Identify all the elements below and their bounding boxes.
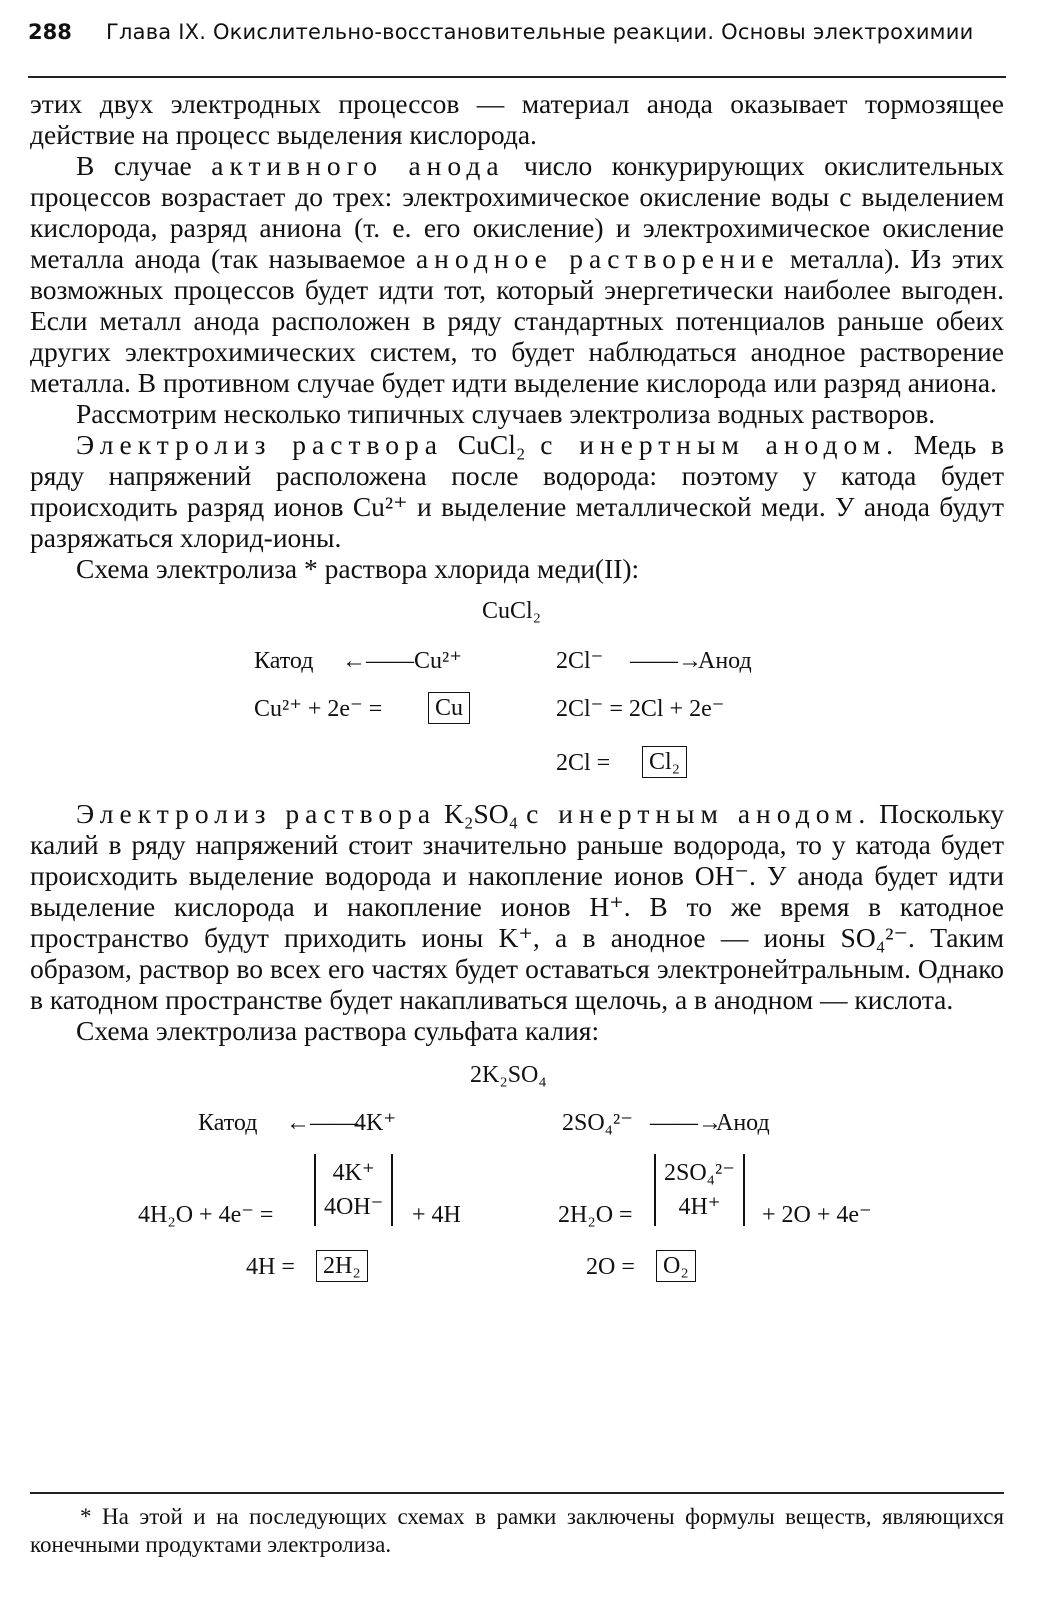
scheme2-cathode-equation: 4H₂O + 4e⁻ = [138, 1202, 274, 1228]
electrolysis-scheme-k2so4 [30, 1052, 1004, 1302]
scheme1-cathode-label: Катод [254, 648, 314, 674]
page-body [30, 88, 1004, 1302]
scheme2-left-arrow: ←—— [286, 1110, 358, 1136]
scheme2-cathode-box-bottom: 4OH⁻ [324, 1194, 384, 1220]
p4-emphasis-b: с инертным анодом. [540, 429, 899, 460]
scheme1-anode-product-box: Cl₂ [642, 746, 687, 778]
scheme2-cathode-label: Катод [198, 1110, 258, 1136]
scheme1-anion: 2Cl⁻ [556, 648, 604, 674]
scheme1-anode-label: Анод [698, 648, 752, 674]
scheme1-compound: CuCl₂ [482, 598, 542, 624]
scheme2-right-arrow: ——→ [650, 1110, 722, 1136]
scheme2-anion: 2SO₄²⁻ [562, 1110, 633, 1136]
running-header [28, 14, 1027, 50]
p4-text: Медь в ряду напряжений расположена после водорода: поэтому у катода будет происходить разряд ионов Cu²⁺ и выделение металлической меди. У анода будут разряжаться хлорид-ионы. [30, 429, 1005, 553]
p2-text-b: металла). Из этих возможных процессов будет идти тот, который энергетически наиболее выгоден. Если металл анода расположен в ряду стандартных потенциалов раньше обеих других электрохимических систем, то будет наблюдаться анодное растворение металла. В противном случае будет идти выделение кислорода или разряд аниона. [30, 243, 1005, 398]
p4-emphasis-a: Электролиз раствора [76, 429, 443, 460]
p4-formula: CuCl₂ [457, 429, 526, 460]
electrolysis-scheme-cucl2 [30, 590, 1004, 790]
scheme2-cathode-box [314, 1154, 393, 1226]
scheme2-anode-product-box: O₂ [656, 1250, 696, 1282]
paragraph-5: Схема электролиза * раствора хлорида меди(II): [76, 553, 640, 584]
scheme2-compound: 2K₂SO₄ [470, 1062, 547, 1088]
paragraph-3: Рассмотрим несколько типичных случаев электролиза водных растворов. [76, 398, 936, 429]
paragraph-6 [30, 798, 1004, 1015]
paragraph-2 [30, 150, 1004, 398]
paragraph-1: этих двух электродных процессов — материал анода оказывает тормозящее действие на процесс выделения кислорода. [30, 88, 1004, 150]
scheme2-cation: 4K⁺ [354, 1110, 396, 1136]
footnote-text: * На этой и на последующих схемах в рамки заключены формулы веществ, являющихся конечными продуктами электролиза. [30, 1504, 1004, 1557]
scheme2-anode-equation: 2H₂O = [558, 1202, 633, 1228]
scheme2-cathode-box-top: 4K⁺ [332, 1160, 375, 1186]
p2-lead: В случае [76, 150, 192, 181]
paragraph-4 [30, 429, 1004, 553]
scheme2-anode-equation-2: 2O = [586, 1254, 635, 1280]
p6-text: Поскольку калий в ряду напряжений стоит значительно раньше водорода, то у катода будет происходить выделение водорода и накопление ионов OH⁻. У анода будет идти выделение кислорода и накопление ионов H⁺. В то же время в катодное пространство будут приходить ионы K⁺, а в анодное — ионы SO₄²⁻. Таким образом, раствор во всех его частях будет оставаться электронейтральным. Однако в катодном пространстве будет накапливаться щелочь, а в анодном — кислота. [30, 798, 1004, 1015]
scheme2-anode-box-top: 2SO₄²⁻ [664, 1160, 735, 1186]
p6-emphasis-b: с инертным анодом. [526, 798, 872, 829]
header-rule [28, 76, 1006, 78]
p2-emphasis: активного анода [211, 150, 505, 181]
paragraph-7: Схема электролиза раствора сульфата калия: [76, 1015, 600, 1046]
p2-text-a: число конкурирующих окислительных процессов возрастает до трех: электрохимическое окисление воды с выделением кислорода, разряд аниона (т. е. его окисление) и электрохимическое окисление металла анода (так называемое [30, 150, 1005, 274]
scheme1-anode-equation-2: 2Cl = [556, 750, 611, 776]
scheme2-anode-box [654, 1154, 745, 1226]
p2-emphasis-2: анодное растворение [415, 243, 780, 274]
scheme1-left-arrow: ←—— [342, 648, 414, 674]
p6-formula: K₂SO₄ [444, 798, 519, 829]
p6-emphasis-a: Электролиз раствора [76, 798, 437, 829]
scheme2-anode-tail: + 2O + 4e⁻ [762, 1202, 872, 1228]
scheme1-cathode-equation: Cu²⁺ + 2e⁻ = [254, 696, 383, 722]
scheme2-anode-label: Анод [716, 1110, 770, 1136]
page-number: 288 [28, 20, 72, 44]
scheme2-anode-box-bottom: 4H⁺ [678, 1194, 721, 1220]
scheme2-cathode-equation-2: 4H = [246, 1254, 295, 1280]
scheme2-cathode-product-box: 2H₂ [316, 1250, 368, 1282]
footnote [30, 1503, 1004, 1559]
scheme1-right-arrow: ——→ [630, 648, 702, 674]
footnote-rule [30, 1492, 1004, 1494]
chapter-title: Глава IX. Окислительно-восстановительные реакции. Основы электрохимии [106, 20, 974, 44]
scheme1-anode-equation-1: 2Cl⁻ = 2Cl + 2e⁻ [556, 696, 725, 722]
scheme1-cation: Cu²⁺ [414, 648, 462, 674]
scheme2-cathode-tail: + 4H [412, 1202, 461, 1228]
scheme1-cathode-product-box: Cu [428, 692, 470, 724]
